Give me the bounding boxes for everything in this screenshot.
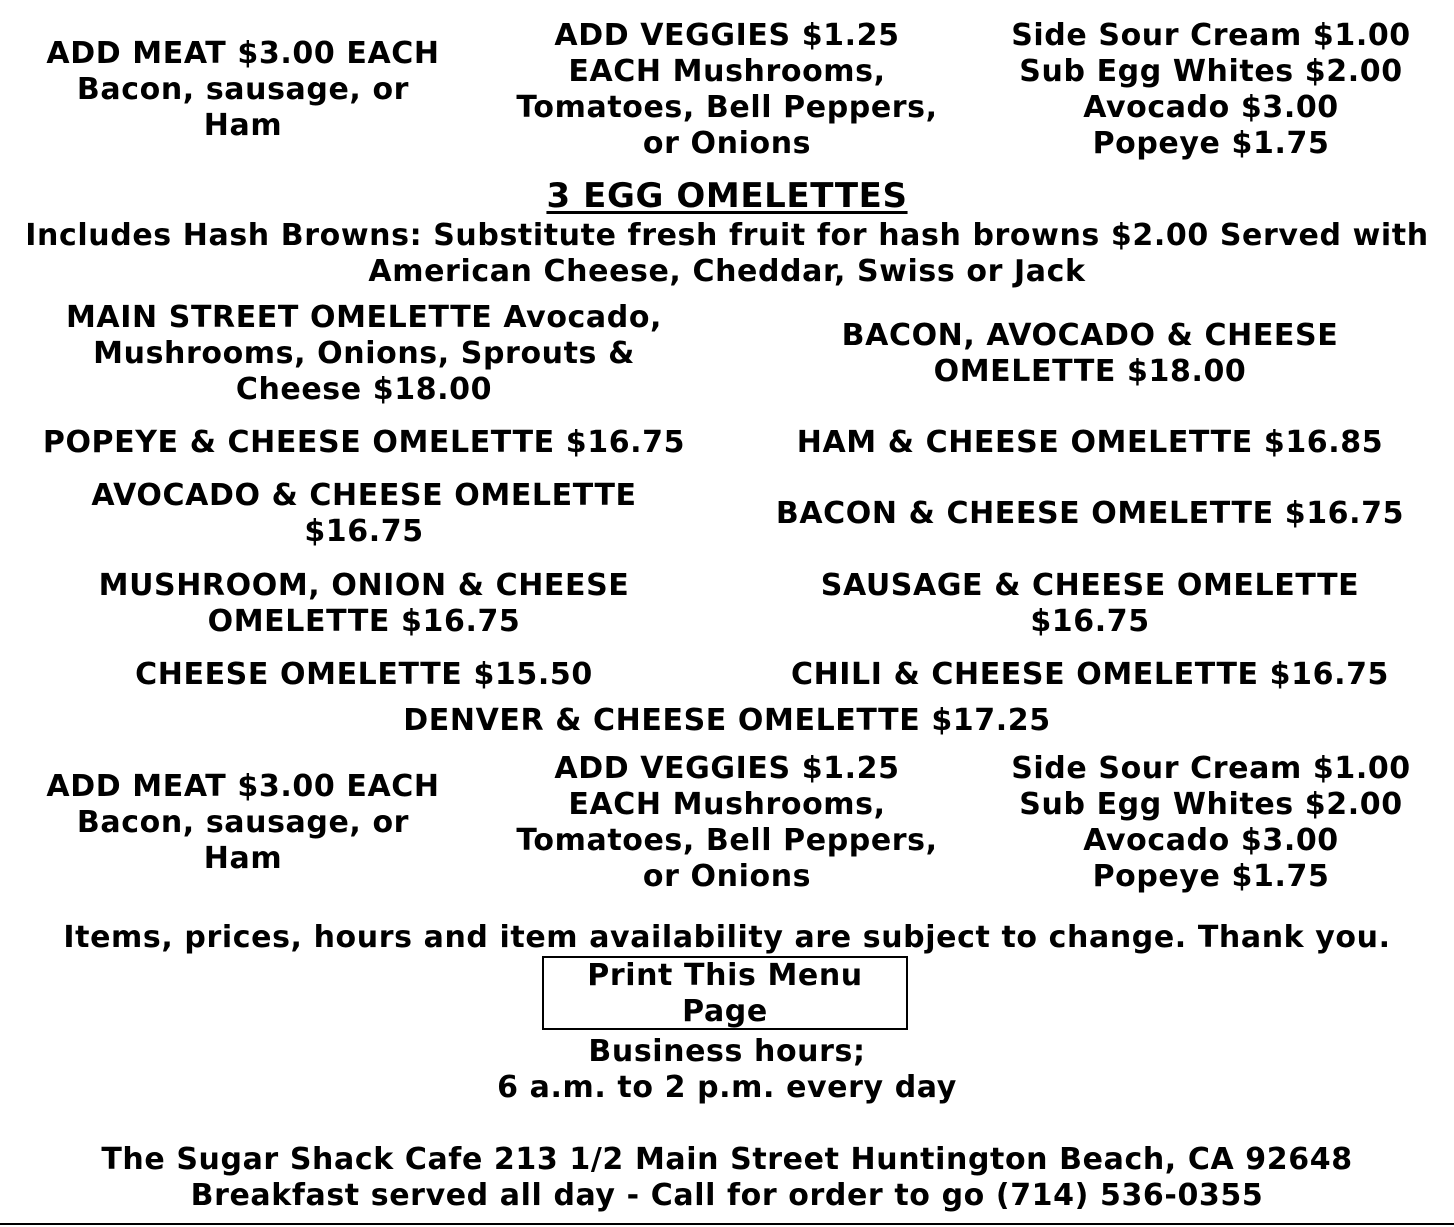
menu-item-sausage-cheese-omelette: [752, 568, 1428, 640]
omelettes-includes-note: [0, 218, 1454, 290]
add-veggies-info: [506, 18, 948, 162]
side-option-line: Side Sour Cream $1.00: [1011, 751, 1411, 786]
side-option-line: Popeye $1.75: [1092, 126, 1330, 161]
menu-item-line: SAUSAGE & CHEESE OMELETTE: [820, 568, 1360, 603]
side-option-line: Sub Egg Whites $2.00: [1019, 787, 1403, 822]
menu-item-bacon-avocado-cheese-omelette: [752, 318, 1428, 390]
menu-item-ham-cheese-omelette: [752, 425, 1428, 461]
includes-line: American Cheese, Cheddar, Swiss or Jack: [368, 254, 1086, 289]
cafe-address: The Sugar Shack Cafe 213 1/2 Main Street Huntington Beach, CA 92648: [101, 1142, 1353, 1177]
print-button-label: Print This Menu: [587, 958, 863, 993]
add-veggies-line: Tomatoes, Bell Peppers,: [516, 823, 938, 858]
add-veggies-info: [506, 751, 948, 895]
add-meat-line: Bacon, sausage, or: [76, 805, 410, 840]
side-options-info: [992, 18, 1430, 162]
business-hours-line: 6 a.m. to 2 p.m. every day: [497, 1070, 957, 1105]
menu-item-main-street-omelette: [26, 300, 702, 408]
add-veggies-line: or Onions: [642, 126, 812, 161]
menu-item-line: MAIN STREET OMELETTE Avocado,: [65, 300, 663, 335]
add-veggies-line: EACH Mushrooms,: [568, 787, 886, 822]
cafe-phone: Breakfast served all day - Call for order to go (714) 536-0355: [190, 1178, 1264, 1213]
side-option-line: Avocado $3.00: [1083, 90, 1339, 125]
bottom-divider: [0, 1223, 1454, 1225]
menu-item-line: CHILI & CHEESE OMELETTE $16.75: [790, 657, 1390, 692]
menu-item-line: Cheese $18.00: [235, 372, 493, 407]
menu-item-line: OMELETTE $18.00: [933, 354, 1247, 389]
price-change-notice: Items, prices, hours and item availability are subject to change. Thank you.: [63, 920, 1391, 955]
menu-item-line: BACON, AVOCADO & CHEESE: [841, 318, 1339, 353]
menu-item-line: BACON & CHEESE OMELETTE $16.75: [775, 496, 1405, 531]
menu-item-line: AVOCADO & CHEESE OMELETTE: [91, 478, 637, 513]
side-option-line: Sub Egg Whites $2.00: [1019, 54, 1403, 89]
menu-item-avocado-cheese-omelette: [26, 478, 702, 550]
add-meat-line: Bacon, sausage, or: [76, 72, 410, 107]
add-meat-info: [26, 36, 460, 144]
menu-item-mushroom-onion-cheese-omelette: [26, 568, 702, 640]
side-options-info: [992, 751, 1430, 895]
menu-item-popeye-cheese-omelette: [26, 425, 702, 461]
cafe-footer: [0, 1142, 1454, 1214]
business-hours: [0, 1034, 1454, 1106]
side-option-line: Side Sour Cream $1.00: [1011, 18, 1411, 53]
add-veggies-line: ADD VEGGIES $1.25: [554, 751, 900, 786]
menu-item-bacon-cheese-omelette: [752, 496, 1428, 532]
add-veggies-line: EACH Mushrooms,: [568, 54, 886, 89]
print-menu-button[interactable]: [542, 956, 908, 1030]
print-button-label: Page: [682, 994, 768, 1029]
menu-item-denver-cheese-omelette: DENVER & CHEESE OMELETTE $17.25: [403, 703, 1051, 738]
menu-item-line: Mushrooms, Onions, Sprouts &: [93, 336, 635, 371]
add-meat-info: [26, 769, 460, 877]
side-option-line: Popeye $1.75: [1092, 859, 1330, 894]
add-meat-line: ADD MEAT $3.00 EACH: [46, 36, 440, 71]
add-meat-line: ADD MEAT $3.00 EACH: [46, 769, 440, 804]
add-veggies-line: ADD VEGGIES $1.25: [554, 18, 900, 53]
menu-item-line: POPEYE & CHEESE OMELETTE $16.75: [42, 425, 686, 460]
menu-item-cheese-omelette: [26, 657, 702, 693]
menu-item-line: $16.75: [1030, 604, 1150, 639]
menu-item-line: CHEESE OMELETTE $15.50: [135, 657, 593, 692]
menu-item-line: MUSHROOM, ONION & CHEESE: [98, 568, 630, 603]
add-meat-line: Ham: [203, 841, 283, 876]
add-veggies-line: Tomatoes, Bell Peppers,: [516, 90, 938, 125]
menu-item-line: $16.75: [304, 514, 424, 549]
menu-item-chili-cheese-omelette: [752, 657, 1428, 693]
includes-line: Includes Hash Browns: Substitute fresh fruit for hash browns $2.00 Served with: [25, 218, 1429, 253]
menu-item-line: HAM & CHEESE OMELETTE $16.85: [796, 425, 1384, 460]
business-hours-line: Business hours;: [588, 1034, 866, 1069]
side-option-line: Avocado $3.00: [1083, 823, 1339, 858]
menu-item-line: OMELETTE $16.75: [207, 604, 521, 639]
omelettes-heading: 3 EGG OMELETTES: [546, 176, 908, 216]
add-veggies-line: or Onions: [642, 859, 812, 894]
add-meat-line: Ham: [203, 108, 283, 143]
